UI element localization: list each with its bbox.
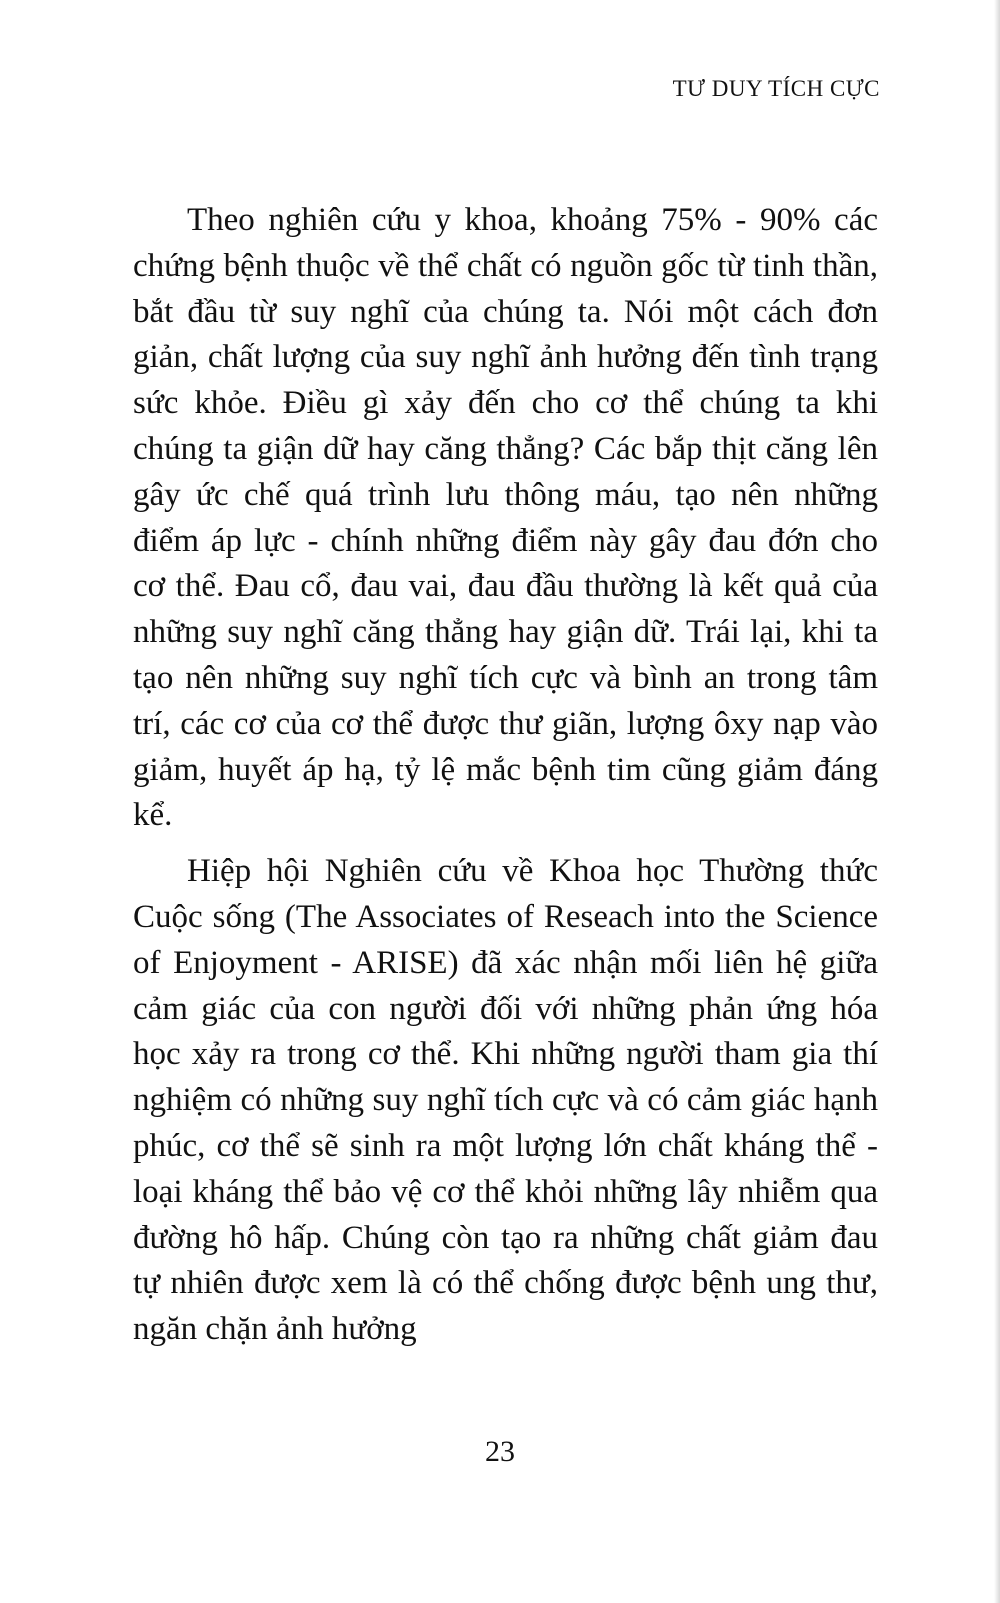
running-header: TƯ DUY TÍCH CỰC — [672, 76, 880, 101]
paragraph-1: Theo nghiên cứu y khoa, khoảng 75% - 90% các chứng bệnh thuộc về thể chất có nguồn gốc từ tinh thần, bắt đầu từ suy nghĩ của chúng ta. Nói một cách đơn giản, chất lượng của suy nghĩ ảnh hưởng đến tình trạng sức khỏe. Điều gì xảy đến cho cơ thể chúng ta khi chúng ta giận dữ hay căng thẳng? Các bắp thịt căng lên gây ức chế quá trình lưu thông máu, tạo nên những điểm áp lực - chính những điểm này gây đau đớn cho cơ thể. Đau cổ, đau vai, đau đầu thường là kết quả của những suy nghĩ căng thẳng hay giận dữ. Trái lại, khi ta tạo nên những suy nghĩ tích cực và bình an trong tâm trí, các cơ của cơ thể được thư giãn, lượng ôxy nạp vào giảm, huyết áp hạ, tỷ lệ mắc bệnh tim cũng giảm đáng kể. — [133, 202, 878, 834]
page-number: 23 — [485, 1435, 515, 1468]
body-text — [133, 198, 878, 1353]
page-edge-shadow — [994, 0, 1000, 1603]
paragraph-2: Hiệp hội Nghiên cứu về Khoa học Thường thức Cuộc sống (The Associates of Reseach into the Science of Enjoyment - ARISE) đã xác nhận mối liên hệ giữa cảm giác của con người đối với những phản ứng hóa học xảy ra trong cơ thể. Khi những người tham gia thí nghiệm có những suy nghĩ tích cực và có cảm giác hạnh phúc, cơ thể sẽ sinh ra một lượng lớn chất kháng thể - loại kháng thể bảo vệ cơ thể khỏi những lây nhiễm qua đường hô hấp. Chúng còn tạo ra những chất giảm đau tự nhiên được xem là có thể chống được bệnh ung thư, ngăn chặn ảnh hưởng — [133, 853, 878, 1348]
